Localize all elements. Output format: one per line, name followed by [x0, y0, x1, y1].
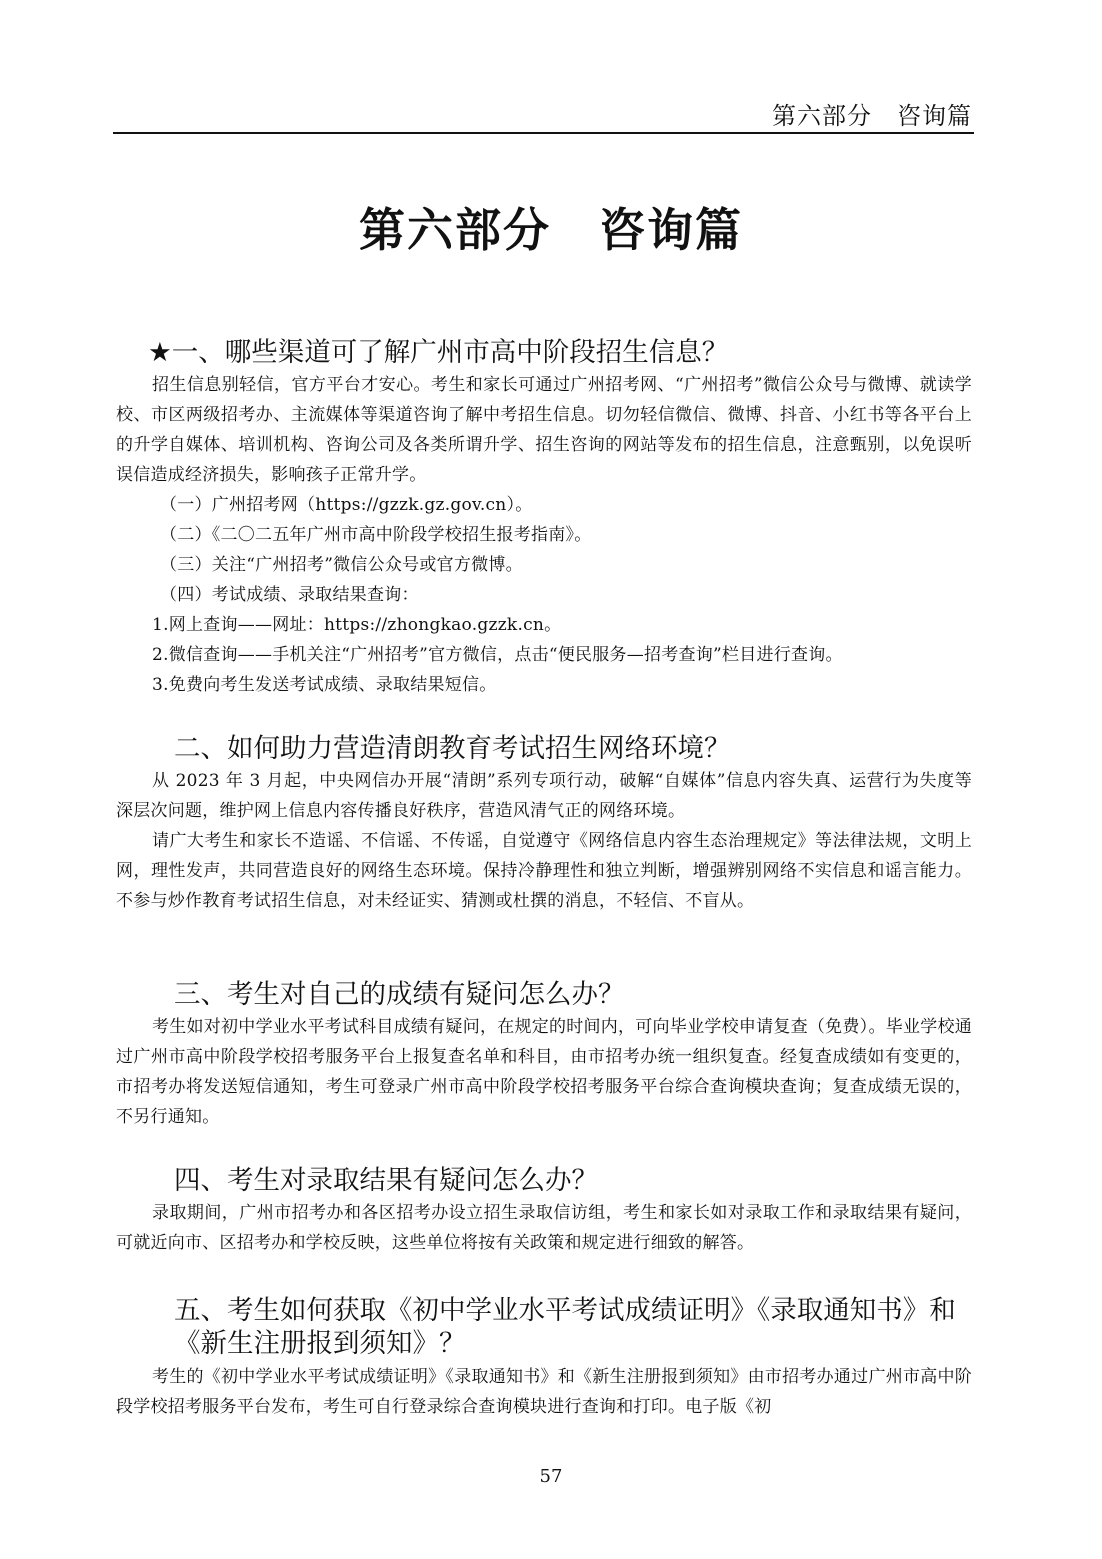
paragraph: 请广大考生和家长不造谣、不信谣、不传谣，自觉遵守《网络信息内容生态治理规定》等法律法规，文明上网，理性发声，共同营造良好的网络生态环境。保持冷静理性和独立判断，增强辨别网络不实信息和谣言能力。不参与炒作教育考试招生信息，对未经证实、猜测或杜撰的消息，不轻信、不盲从。 [116, 831, 972, 911]
paragraph: 招生信息别轻信，官方平台才安心。考生和家长可通过广州招考网、“广州招考”微信公众号与微博、就读学校、市区两级招考办、主流媒体等渠道咨询了解中考招生信息。切勿轻信微信、微博、抖音、小红书等各平台上的升学自媒体、培训机构、咨询公司及各类所谓升学、招生咨询的网站等发布的招生信息，注意甄别，以免误听误信造成经济损失，影响孩子正常升学。 [116, 375, 972, 485]
paragraph: 录取期间，广州市招考办和各区招考办设立招生录取信访组，考生和家长如对录取工作和录取结果有疑问，可就近向市、区招考办和学校反映，这些单位将按有关政策和规定进行细致的解答。 [116, 1203, 972, 1253]
section-4 [116, 1166, 972, 1258]
paragraph: 考生如对初中学业水平考试科目成绩有疑问，在规定的时间内，可向毕业学校申请复查（免费）。毕业学校通过广州市高中阶段学校招考服务平台上报复查名单和科目，由市招考办统一组织复查。经复查成绩如有变更的，市招考办将发送短信通知，考生可登录广州市高中阶段学校招考服务平台综合查询模块查询；复查成绩无误的，不另行通知。 [116, 1017, 972, 1127]
section-5 [116, 1294, 972, 1422]
section-1 [116, 338, 972, 700]
list-item: （二）《二〇二五年广州市高中阶段学校招生报考指南》。 [160, 525, 592, 545]
list-item: （四）考试成绩、录取结果查询： [160, 585, 419, 605]
section-heading: 四、考生对录取结果有疑问怎么办？ [174, 1165, 598, 1196]
header-rule [113, 132, 974, 134]
section-heading: 二、如何助力营造清朗教育考试招生网络环境？ [174, 733, 731, 764]
section-heading: 三、考生对自己的成绩有疑问怎么办？ [174, 979, 625, 1010]
sub-list-item: 1.网上查询——网址：https://zhongkao.gzzk.cn。 [152, 615, 562, 635]
page-number: 57 [539, 1466, 563, 1487]
running-header: 第六部分 咨询篇 [772, 102, 972, 130]
section-heading: 五、考生如何获取《初中学业水平考试成绩证明》《录取通知书》和《新生注册报到须知》？ [174, 1295, 956, 1359]
section-heading: ★一、哪些渠道可了解广州市高中阶段招生信息？ [148, 337, 729, 368]
sub-list-item: 3.免费向考生发送考试成绩、录取结果短信。 [152, 675, 497, 695]
paragraph: 从 2023 年 3 月起，中央网信办开展“清朗”系列专项行动，破解“自媒体”信息内容失真、运营行为失度等深层次问题，维护网上信息内容传播良好秩序，营造风清气正的网络环境。 [116, 771, 972, 821]
paragraph: 考生的《初中学业水平考试成绩证明》《录取通知书》和《新生注册报到须知》由市招考办通过广州市高中阶段学校招考服务平台发布，考生可自行登录综合查询模块进行查询和打印。电子版《初 [116, 1367, 972, 1417]
list-item: （三）关注“广州招考”微信公众号或官方微博。 [160, 555, 523, 575]
list-item: （一）广州招考网（https://gzzk.gz.gov.cn）。 [160, 495, 533, 515]
section-2 [116, 734, 972, 916]
sub-list-item: 2.微信查询——手机关注“广州招考”官方微信，点击“便民服务—招考查询”栏目进行查询。 [152, 645, 843, 665]
page-title: 第六部分 咨询篇 [359, 203, 743, 257]
section-3 [116, 980, 972, 1132]
